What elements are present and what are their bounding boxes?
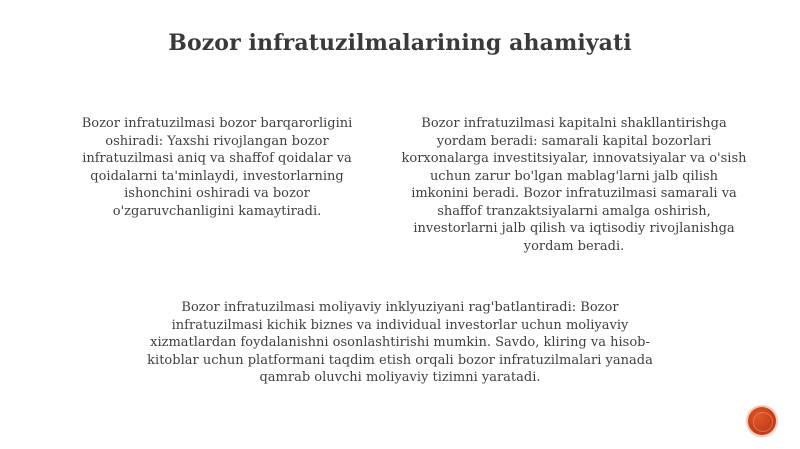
paragraph-market-stability: Bozor infratuzilmasi bozor barqarorligini oshiradi: Yaxshi rivojlangan bozor infratuzilmasi aniq va shaffof qoidalar va qoidalarni ta'minlaydi, investorlarning ishonchini oshiradi va bozor o'zgaruvchanligini kamaytiradi. — [81, 116, 353, 219]
slide-title: Bozor infratuzilmalarining ahamiyati — [168, 30, 632, 56]
paragraph-capital-formation: Bozor infratuzilmasi kapitalni shakllantirishga yordam beradi: samarali kapital bozorlari korxonalarga investitsiyalar, innovatsiyalar va o'sish uchun zarur bo'lgan mablag'larni jalb qilish imkonini beradi. Bozor infratuzilmasi samarali va shaffof tranzaktsiyalarni amalga oshirish, investorlarni jalb qilish va iqtisodiy rivojlanishga yordam beradi. — [401, 116, 747, 254]
slide-nav-circle-icon[interactable] — [748, 407, 776, 435]
paragraph-financial-inclusion: Bozor infratuzilmasi moliyaviy inklyuziyani rag'batlantiradi: Bozor infratuzilmasi kichik biznes va individual investorlar uchun moliyaviy xizmatlardan foydalanishni osonlashtirishi mumkin. Savdo, kliring va hisob-kitoblar uchun platformani taqdim etish orqali bozor infratuzilmalari yanada qamrab oluvchi moliyaviy tizimni yaratadi. — [147, 300, 653, 385]
